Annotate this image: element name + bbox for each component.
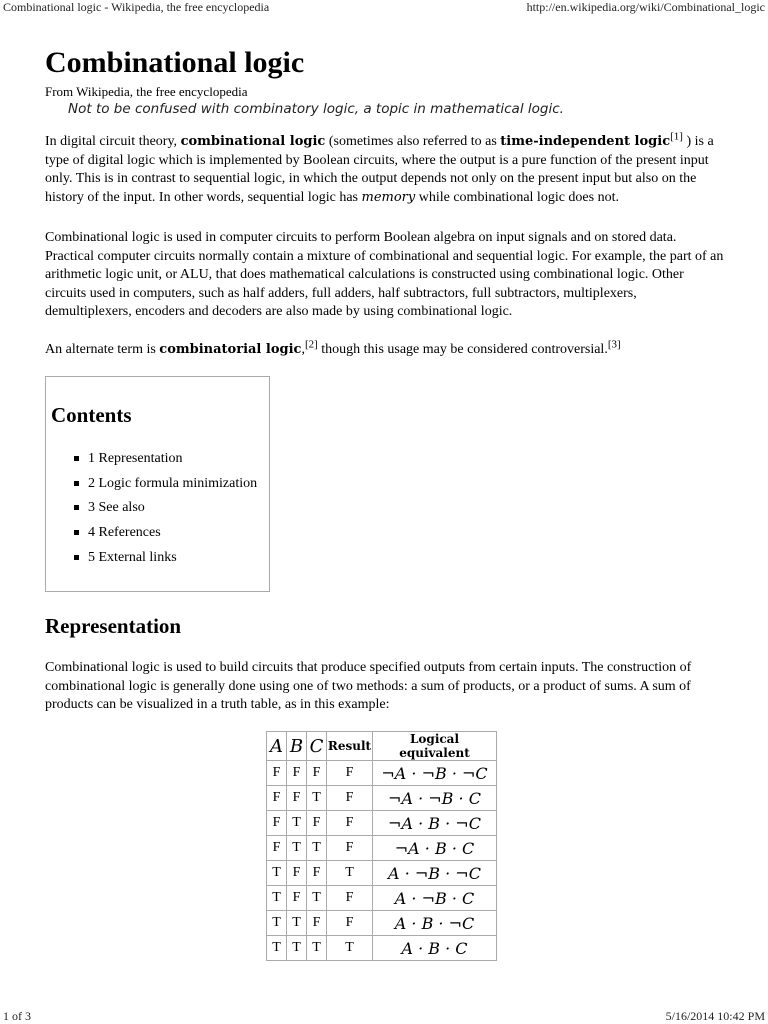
cell-result: T: [327, 861, 373, 886]
cell-logical-equivalent: A · B · ¬C: [373, 911, 497, 936]
cell-logical-equivalent: ¬A · B · C: [373, 836, 497, 861]
cell-a: T: [267, 911, 287, 936]
header-result: Result: [327, 732, 373, 761]
table-row: [267, 786, 497, 811]
header-b: B: [287, 732, 307, 761]
cell-c: T: [307, 836, 327, 861]
toc-item-see-also[interactable]: 3 See also: [74, 499, 257, 524]
table-row: [267, 861, 497, 886]
site-subtitle: From Wikipedia, the free encyclopedia: [45, 84, 248, 99]
toc-list: [74, 450, 257, 573]
reference-link-2[interactable]: [2]: [304, 338, 318, 351]
reference-link-3[interactable]: [3]: [607, 338, 621, 351]
cell-c: F: [307, 911, 327, 936]
cell-c: F: [307, 811, 327, 836]
table-of-contents: [45, 376, 270, 592]
table-row: [267, 911, 497, 936]
print-footer-page-indicator: 1 of 3: [3, 1009, 31, 1023]
truth-table: [266, 731, 497, 961]
cell-a: T: [267, 886, 287, 911]
representation-paragraph: Combinational logic is used to build circuits that produce specified outputs from certain inputs. The construction of combinational logic is generally done using one of two methods: a sum of products, or a product of sums. A sum of products can be visualized in a truth table, as in this example:: [45, 660, 692, 712]
print-footer-timestamp: 5/16/2014 10:42 PM: [665, 1009, 765, 1023]
cell-b: F: [287, 861, 307, 886]
cell-a: F: [267, 761, 287, 786]
cell-b: T: [287, 911, 307, 936]
cell-c: T: [307, 886, 327, 911]
table-row: [267, 811, 497, 836]
print-header-url[interactable]: http://en.wikipedia.org/wiki/Combinational_logic: [526, 0, 765, 14]
hatnote: Not to be confused with combinatory logic, a topic in mathematical logic.: [68, 101, 564, 117]
table-row: [267, 761, 497, 786]
term-combinational-logic: combinational logic: [180, 134, 326, 149]
cell-b: T: [287, 936, 307, 961]
cell-logical-equivalent: A · B · C: [373, 936, 497, 961]
term-combinatorial-logic: combinatorial logic: [159, 342, 302, 357]
header-a: A: [267, 732, 287, 761]
cell-logical-equivalent: ¬A · ¬B · ¬C: [373, 761, 497, 786]
intro-paragraph: In digital circuit theory, combinational logic (sometimes also referred to as time-independent logic[1] ) is a type of digital logic which is implemented by Boolean circuits, where the output is a pure function of the present input only. This is in contrast to sequential logic, in which the output depends not only on the present input but also on the history of the input. In other words, sequential logic has memory while combinational logic does not.: [45, 130, 714, 205]
page-title: Combinational logic: [45, 46, 305, 79]
term-memory: memory: [361, 189, 416, 205]
cell-logical-equivalent: A · ¬B · C: [373, 886, 497, 911]
toc-item-references[interactable]: 4 References: [74, 524, 257, 549]
table-row: [267, 936, 497, 961]
cell-b: T: [287, 811, 307, 836]
cell-result: F: [327, 836, 373, 861]
toc-item-external-links[interactable]: 5 External links: [74, 549, 257, 574]
cell-result: F: [327, 911, 373, 936]
cell-result: F: [327, 811, 373, 836]
header-logical-equivalent: Logical equivalent: [373, 732, 497, 761]
cell-b: F: [287, 761, 307, 786]
usage-paragraph: Combinational logic is used in computer circuits to perform Boolean algebra on input signals and on stored data. Practical computer circuits normally contain a mixture of combinational and sequential logic. For example, the part of an arithmetic logic unit, or ALU, that does mathematical calculations is constructed using combinational logic. Other circuits used in computers, such as half adders, full adders, half subtractors, full subtractors, multiplexers, demultiplexers, encoders and decoders are also made by using combinational logic.: [45, 230, 724, 319]
toc-item-logic-formula-minimization[interactable]: 2 Logic formula minimization: [74, 475, 257, 500]
cell-logical-equivalent: A · ¬B · ¬C: [373, 861, 497, 886]
cell-logical-equivalent: ¬A · ¬B · C: [373, 786, 497, 811]
cell-b: F: [287, 786, 307, 811]
table-row: [267, 886, 497, 911]
cell-a: T: [267, 936, 287, 961]
cell-result: F: [327, 786, 373, 811]
cell-a: F: [267, 836, 287, 861]
toc-item-representation[interactable]: 1 Representation: [74, 450, 257, 475]
alternate-term-paragraph: An alternate term is combinatorial logic,[2] though this usage may be considered controversial.[3]: [45, 338, 621, 357]
header-c: C: [307, 732, 327, 761]
cell-b: T: [287, 836, 307, 861]
cell-a: T: [267, 861, 287, 886]
cell-result: F: [327, 761, 373, 786]
cell-c: T: [307, 936, 327, 961]
print-header-title: Combinational logic - Wikipedia, the free encyclopedia: [3, 0, 270, 14]
cell-result: T: [327, 936, 373, 961]
term-time-independent-logic: time-independent logic: [500, 134, 671, 149]
cell-c: T: [307, 786, 327, 811]
cell-logical-equivalent: ¬A · B · ¬C: [373, 811, 497, 836]
cell-c: F: [307, 861, 327, 886]
cell-c: F: [307, 761, 327, 786]
toc-title: Contents: [51, 403, 132, 427]
section-heading-representation: Representation: [45, 614, 182, 638]
truth-table-header-row: [267, 732, 497, 761]
reference-link-1[interactable]: [1]: [670, 130, 683, 143]
table-row: [267, 836, 497, 861]
cell-b: F: [287, 886, 307, 911]
cell-a: F: [267, 786, 287, 811]
cell-a: F: [267, 811, 287, 836]
cell-result: F: [327, 886, 373, 911]
